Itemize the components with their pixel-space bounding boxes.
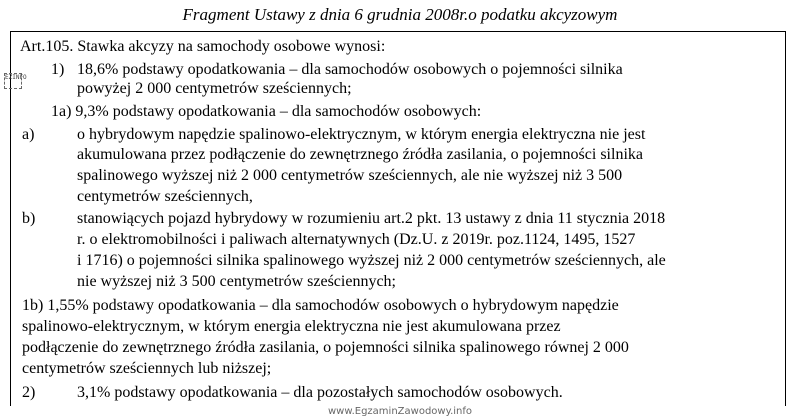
point-b-line-1: stanowiących pojazd hybrydowy w rozumieniu art.2 pkt. 13 ustawy z dnia 11 stycznia 2018: [77, 210, 666, 227]
document-title: Fragment Ustawy z dnia 6 grudnia 2008r.o podatku akcyzowym: [182, 5, 618, 24]
point-b-label: b): [22, 210, 36, 227]
point-b-line-2: r. o elektromobilności i paliwach alternatywnych (Dz.U. z 2019r. poz.1124, 1495, 1527: [77, 231, 636, 248]
point-1-number: 1): [51, 61, 65, 78]
point-2: 3,1% podstawy opodatkowania – dla pozostałych samochodów osobowych.: [77, 384, 563, 401]
point-1b-line-2: spalinowo-elektrycznym, w którym energia elektryczna nie jest akumulowana przez: [22, 318, 561, 335]
article-heading: Art.105. Stawka akcyzy na samochody osobowe wynosi:: [20, 38, 386, 55]
point-1b-line-3: podłączenie do zewnętrznego źródła zasilania, o pojemności silnika spalinowego równej 2 000: [22, 339, 629, 356]
point-1a: 1a) 9,3% podstawy opodatkowania – dla samochodów osobowych:: [51, 103, 482, 120]
point-a-line-2: akumulowana przez podłączenie do zewnętrznego źródła zasilania, o pojemności silnika: [77, 146, 643, 163]
point-a-line-3: spalinowego wyższej niż 2 000 centymetrów sześciennych, ale nie wyższej niż 3 500: [77, 167, 623, 184]
point-1-line-2: powyżej 2 000 centymetrów sześciennych;: [77, 80, 352, 97]
point-2-number: 2): [22, 384, 36, 401]
point-1-line-1: 18,6% podstawy opodatkowania – dla samochodów osobowych o pojemności silnika: [77, 61, 623, 78]
point-b-line-3: i 1716) o pojemności silnika spalinowego wyższej niż 2 000 centymetrów sześciennych, ale: [77, 252, 666, 269]
watermark: www.EgzaminZawodowy.info: [0, 406, 800, 418]
point-a-label: a): [22, 126, 35, 143]
ezinfo-badge-icon: EZINFO: [4, 73, 22, 89]
point-1b-line-1: 1b) 1,55% podstawy opodatkowania – dla samochodów osobowych o hybrydowym napędzie: [22, 297, 619, 314]
point-a-line-1: o hybrydowym napędzie spalinowo-elektrycznym, w którym energia elektryczna nie jest: [77, 126, 646, 143]
point-b-line-4: nie wyższej niż 3 500 centymetrów sześciennych;: [77, 273, 396, 290]
point-a-line-4: centymetrów sześciennych,: [77, 188, 253, 205]
point-1b-line-4: centymetrów sześciennych lub niższej;: [22, 360, 272, 377]
